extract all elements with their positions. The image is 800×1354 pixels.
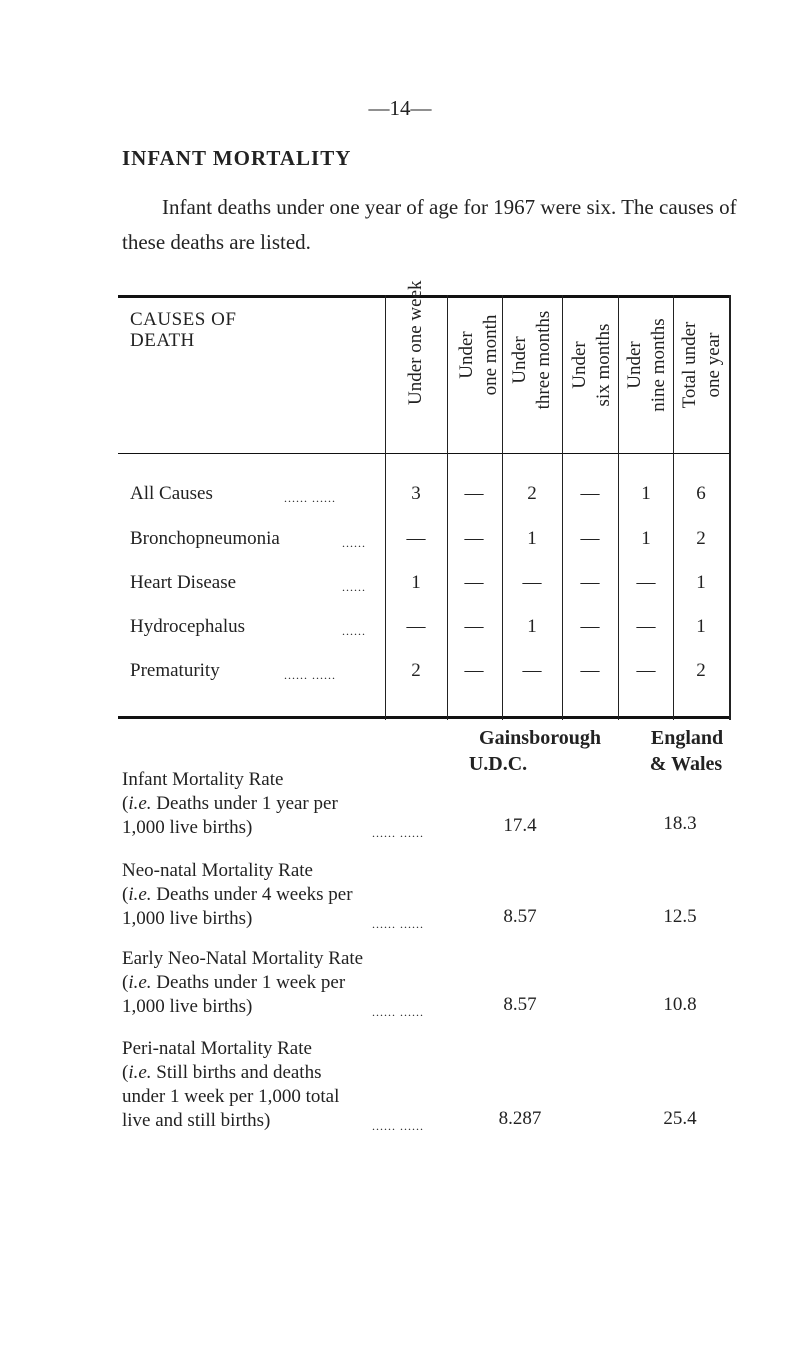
leader-dots: ...... ...... — [284, 668, 336, 682]
rate-label: Peri-natal Mortality Rate (i.e. Still births and deaths under 1 week per 1,000 total live and still births) — [122, 1038, 340, 1131]
cell-value: 2 — [696, 660, 706, 681]
cell-value: — — [406, 528, 426, 549]
leader-dots: ...... — [342, 536, 366, 550]
cell-value: — — [636, 616, 656, 637]
col-header-gainsborough-line2: U.D.C. — [468, 753, 528, 775]
cell-value: 1 — [411, 572, 421, 593]
leader-dots: ...... ...... — [372, 1005, 424, 1019]
col-header-under-three-months: Under three months — [509, 310, 554, 410]
rate-value-england: 10.8 — [663, 994, 697, 1015]
rate-value-england: 18.3 — [663, 813, 697, 834]
cell-value: 1 — [641, 528, 651, 549]
cell-value: 1 — [527, 616, 537, 637]
col-header-england-line2: & Wales — [649, 753, 723, 775]
section-heading: INFANT MORTALITY — [122, 146, 352, 170]
col-header-under-six-months: Under six months — [569, 323, 614, 407]
cell-value: — — [464, 483, 484, 504]
cell-value: 6 — [696, 483, 706, 504]
row-cause: All Causes — [130, 483, 213, 504]
rate-label: Early Neo-Natal Mortality Rate (i.e. Deaths under 1 week per 1,000 live births) — [122, 948, 364, 1017]
col-header-under-one-month: Under one month — [456, 314, 501, 396]
rate-value-gainsborough: 8.57 — [503, 906, 537, 927]
cell-value: — — [464, 660, 484, 681]
cell-value: 1 — [696, 616, 706, 637]
cell-value: 1 — [696, 572, 706, 593]
cell-value: — — [522, 572, 542, 593]
col-header-under-nine-months: Under nine months — [624, 318, 669, 412]
col-header-england: England — [650, 727, 724, 749]
col-header-gainsborough: Gainsborough — [479, 727, 601, 749]
col-header-total-under-one-year: Total under one year — [679, 321, 724, 409]
cell-value: — — [580, 483, 600, 504]
causes-header-line: DEATH — [130, 330, 195, 351]
leader-dots: ...... — [342, 624, 366, 638]
cell-value: — — [636, 660, 656, 681]
row-cause: Bronchopneumonia — [130, 528, 280, 549]
cell-value: — — [580, 616, 600, 637]
intro-paragraph: Infant deaths under one year of age for 1967 were six. The causes of these deaths are listed. — [122, 195, 737, 254]
leader-dots: ...... ...... — [372, 917, 424, 931]
row-cause: Hydrocephalus — [130, 616, 246, 637]
cell-value: — — [636, 572, 656, 593]
cell-value: — — [580, 528, 600, 549]
cell-value: — — [464, 528, 484, 549]
rate-value-england: 12.5 — [663, 906, 697, 927]
cell-value: — — [464, 572, 484, 593]
cell-value: — — [580, 660, 600, 681]
rate-value-england: 25.4 — [663, 1108, 697, 1129]
rate-value-gainsborough: 17.4 — [503, 815, 537, 836]
row-cause: Heart Disease — [130, 572, 237, 593]
leader-dots: ...... ...... — [284, 491, 336, 505]
cell-value: 2 — [527, 483, 537, 504]
leader-dots: ...... ...... — [372, 826, 424, 840]
cell-value: — — [464, 616, 484, 637]
rate-value-gainsborough: 8.287 — [498, 1108, 542, 1129]
cell-value: 2 — [696, 528, 706, 549]
cell-value: — — [406, 616, 426, 637]
cell-value: 1 — [641, 483, 651, 504]
cell-value: 2 — [411, 660, 421, 681]
rate-label: Infant Mortality Rate (i.e. Deaths under 1 year per 1,000 live births) — [122, 769, 338, 838]
rate-label: Neo-natal Mortality Rate (i.e. Deaths under 4 weeks per 1,000 live births) — [122, 860, 353, 929]
row-cause: Prematurity — [130, 660, 220, 681]
cell-value: — — [522, 660, 542, 681]
leader-dots: ...... ...... — [372, 1119, 424, 1133]
rate-value-gainsborough: 8.57 — [503, 994, 537, 1015]
cell-value: — — [580, 572, 600, 593]
leader-dots: ...... — [342, 580, 366, 594]
cell-value: 1 — [527, 528, 537, 549]
page-number: —14— — [368, 96, 432, 120]
causes-header-line: CAUSES OF — [130, 309, 237, 330]
cell-value: 3 — [411, 483, 421, 504]
col-header-under-one-week: Under one week — [405, 280, 426, 405]
